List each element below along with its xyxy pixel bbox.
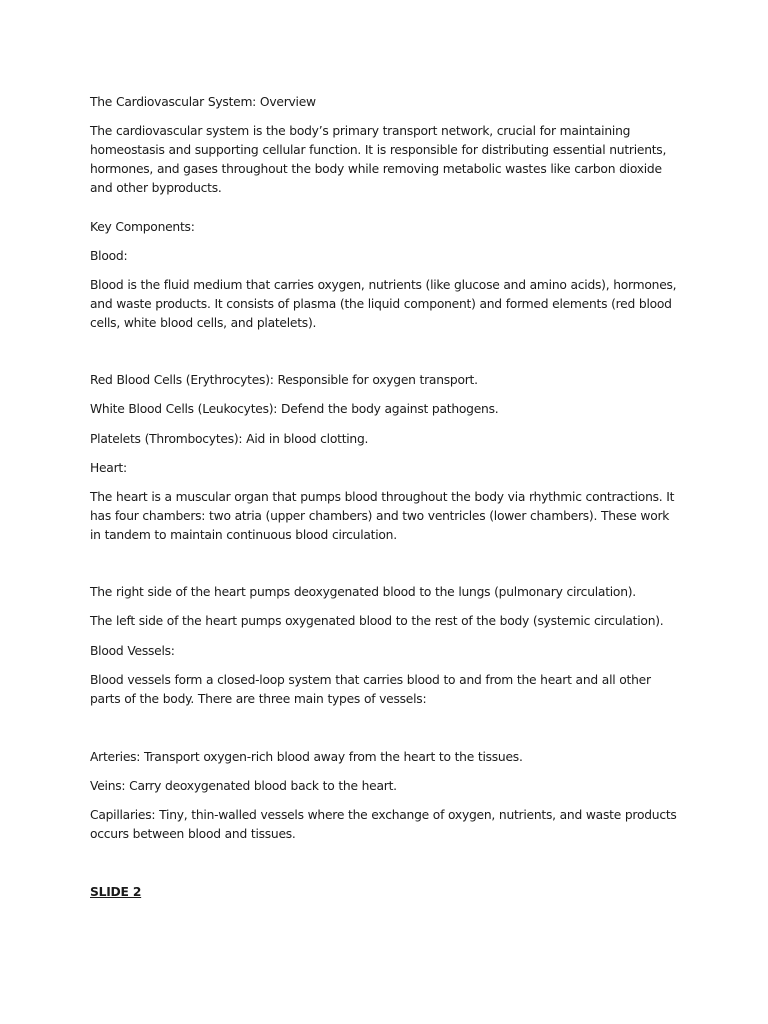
blood-vessels-description: Blood vessels form a closed-loop system that carries blood to and from the heart and all other parts of the body. There are three main types of vessels: [90,673,651,706]
blood-vessels-heading: Blood Vessels: [90,644,175,658]
capillaries-item: Capillaries: Tiny, thin-walled vessels where the exchange of oxygen, nutrients, and waste products occurs between blood and tissues. [90,808,677,841]
red-blood-cells-item: Red Blood Cells (Erythrocytes): Responsible for oxygen transport. [90,373,478,387]
white-blood-cells-item: White Blood Cells (Leukocytes): Defend the body against pathogens. [90,402,499,416]
heart-description: The heart is a muscular organ that pumps blood throughout the body via rhythmic contractions. It has four chambers: two atria (upper chambers) and two ventricles (lower chambers). These work in tandem to maintain continuous blood circulation. [90,490,675,542]
heart-right-side-item: The right side of the heart pumps deoxygenated blood to the lungs (pulmonary circulation). [90,585,636,599]
blood-description: Blood is the fluid medium that carries oxygen, nutrients (like glucose and amino acids), hormones, and waste products. It consists of plasma (the liquid component) and formed elements (red blood cells, white blood cells, and platelets). [90,278,677,330]
key-components-heading: Key Components: [90,220,195,234]
blood-heading: Blood: [90,249,128,263]
heart-heading: Heart: [90,461,127,475]
intro-paragraph: The cardiovascular system is the body’s primary transport network, crucial for maintaining homeostasis and supporting cellular function. It is responsible for distributing essential nutrients, hormones, and gases throughout the body while removing metabolic wastes like carbon dioxide and other byproducts. [90,124,667,195]
heart-left-side-item: The left side of the heart pumps oxygenated blood to the rest of the body (systemic circulation). [90,614,664,628]
document-title: The Cardiovascular System: Overview [90,95,316,109]
veins-item: Veins: Carry deoxygenated blood back to the heart. [90,779,397,793]
slide-label: SLIDE 2 [90,885,142,899]
platelets-item: Platelets (Thrombocytes): Aid in blood clotting. [90,432,369,446]
arteries-item: Arteries: Transport oxygen-rich blood away from the heart to the tissues. [90,750,523,764]
